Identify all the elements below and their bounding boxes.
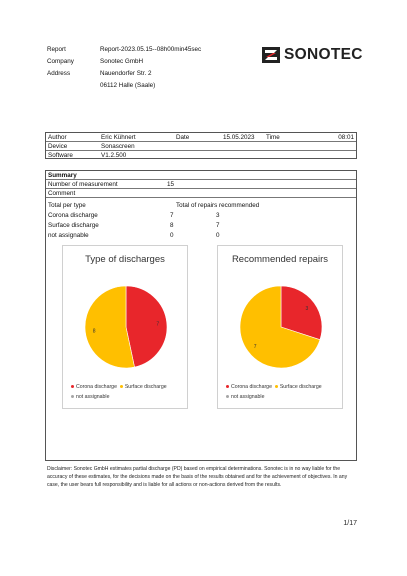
row-corona-label: Corona discharge: [48, 212, 98, 219]
row-not-assignable-label: not assignable: [48, 232, 89, 239]
summary-body: [45, 179, 357, 461]
address-line2: 06112 Halle (Saale): [100, 82, 156, 89]
legend-surface-label: Surface discharge: [124, 384, 167, 390]
info-row-author: [46, 133, 356, 142]
row-corona-repairs: 3: [216, 212, 220, 219]
legend-swatch-surface: [275, 385, 278, 388]
legend-not-assignable-label: not assignable: [76, 393, 110, 400]
info-table: [45, 132, 357, 159]
info-row-device: [46, 142, 356, 151]
legend-surface: [275, 384, 322, 390]
row-not-assignable-per-type: 0: [170, 232, 174, 239]
logo-text: SONOTEC: [284, 46, 363, 63]
chart-card-type-of-discharges: [62, 245, 188, 409]
date-value: 15.05.2023: [223, 134, 255, 141]
legend-swatch-corona: [71, 385, 74, 388]
num-measurement-label: Number of measurement: [48, 181, 118, 188]
row-corona-per-type: 7: [170, 212, 174, 219]
company-value: Sonotec GmbH: [100, 58, 144, 65]
device-label: Device: [48, 143, 68, 150]
chart-title-type-of-discharges: Type of discharges: [85, 254, 165, 265]
legend-not-assignable: [71, 394, 109, 400]
time-label: Time: [266, 134, 280, 141]
chart-title-recommended-repairs: Recommended repairs: [231, 254, 329, 265]
chart-card-recommended-repairs: [217, 245, 343, 409]
legend-surface: [120, 384, 167, 390]
report-value: Report-2023.05.15--08h00min45sec: [100, 46, 202, 53]
legend-corona: [71, 384, 117, 390]
device-value: Sonascreen: [101, 143, 135, 150]
address-line1: Nauendorfer Str. 2: [100, 70, 152, 77]
legend-swatch-corona: [226, 385, 229, 388]
legend-recommended-repairs: [226, 385, 322, 401]
legend-corona-label: Corona discharge: [76, 384, 117, 390]
row-surface-per-type: 8: [170, 222, 174, 229]
pie-chart-recommended-repairs: [218, 272, 344, 382]
comment-label: Comment: [48, 190, 76, 197]
software-label: Software: [48, 152, 73, 159]
total-repairs-label: Total of repairs recommended: [176, 202, 260, 209]
data-label-surface: 7: [253, 343, 257, 350]
pie-chart-type-of-discharges: [63, 272, 189, 382]
author-value: Eric Kühnert: [101, 134, 136, 141]
report-label: Report: [47, 46, 66, 53]
address-label: Address: [47, 70, 71, 77]
legend-type-of-discharges: [71, 385, 167, 401]
sonotec-logo-icon: [262, 47, 280, 63]
legend-not-assignable: [226, 394, 264, 400]
company-label: Company: [47, 58, 74, 65]
software-value: V1.2.500: [101, 152, 127, 159]
total-per-type-label: Total per type: [48, 202, 86, 209]
page-number: 1/17: [343, 520, 357, 527]
data-label-corona: 7: [156, 321, 160, 328]
data-label-surface: 8: [92, 328, 96, 335]
row-surface-repairs: 7: [216, 222, 220, 229]
legend-corona-label: Corona discharge: [231, 384, 272, 390]
data-label-corona: 3: [305, 306, 309, 313]
sonotec-logo: [262, 46, 363, 64]
date-label: Date: [176, 134, 190, 141]
author-label: Author: [48, 134, 67, 141]
legend-swatch-surface: [120, 385, 123, 388]
summary-title: Summary: [48, 172, 77, 179]
row-surface-label: Surface discharge: [48, 222, 99, 229]
legend-swatch-not-assignable: [226, 395, 229, 398]
num-measurement-value: 15: [167, 181, 175, 188]
disclaimer-text: Disclaimer: Sonotec GmbH estimates partial discharge (PD) based on empirical determinations. Sonotec is in no way liable for the accuracy of these estimates, for the decisions made on the basis of the results obtained and for the achievement of objectives. In any case, the user bears full responsibility and is liable for all actions or non-actions derived from the results.: [47, 466, 348, 488]
row-not-assignable-repairs: 0: [216, 232, 220, 239]
legend-surface-label: Surface discharge: [279, 384, 322, 390]
legend-not-assignable-label: not assignable: [231, 393, 265, 400]
time-value: 08:01: [338, 134, 354, 141]
legend-swatch-not-assignable: [71, 395, 74, 398]
legend-corona: [226, 384, 272, 390]
info-row-software: [46, 151, 356, 160]
